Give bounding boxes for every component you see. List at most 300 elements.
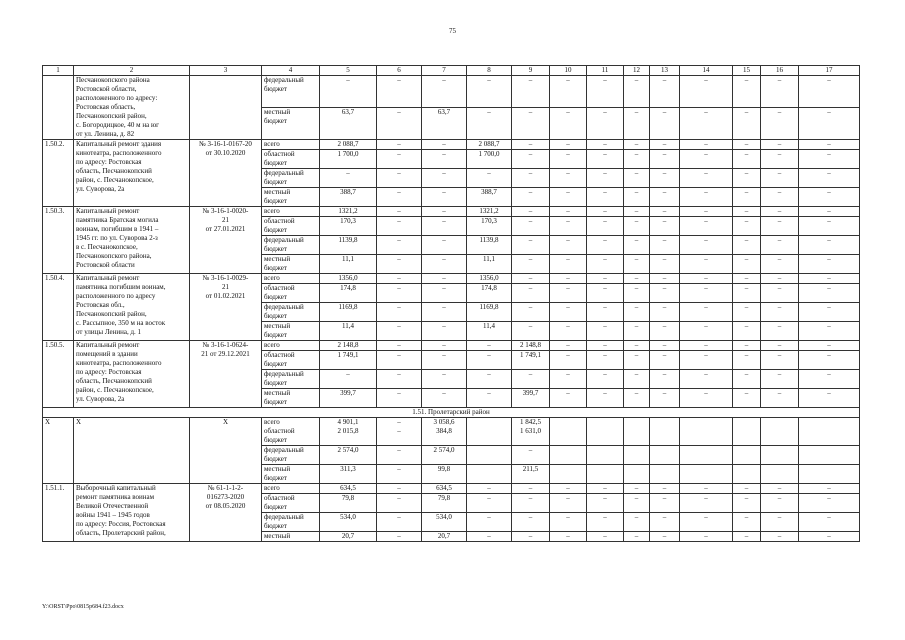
budget-type: федеральный бюджет [262,169,320,188]
value-col14: – [680,284,733,303]
value-col11: – [587,255,624,274]
value-col7: 2 574,0 [422,446,467,465]
value-col11: – [587,341,624,351]
value-col12 [624,418,650,446]
value-col15: – [733,351,761,370]
value-col8: – [467,494,512,513]
item-number [43,76,74,140]
budget-type: местный бюджет [262,188,320,207]
document-ref: № 3-16-1-0020- 21 от 27.01.2021 [190,207,262,274]
section-title: 1.51. Пролетарский район [43,408,860,418]
value-col13: – [650,284,680,303]
page-number: 75 [449,27,456,35]
value-col17: – [799,76,860,108]
value-col14: – [680,150,733,169]
value-col16 [761,446,799,465]
value-col10: – [550,255,587,274]
value-col6: – [377,140,422,150]
value-col12 [624,465,650,484]
value-col6: – [377,370,422,389]
value-col13: – [650,274,680,284]
budget-type: местный бюджет [262,108,320,140]
value-col8: – [467,76,512,108]
item-number: 1.50.5. [43,341,74,408]
value-col9: – [512,140,550,150]
value-col10 [550,465,587,484]
document-ref: № 3-16-1-0029- 21 от 01.02.2021 [190,274,262,341]
value-col14: – [680,484,733,494]
value-col15: – [733,532,761,542]
value-col9: – [512,532,550,542]
column-number: 4 [262,66,320,76]
value-col9: 1 749,1 [512,351,550,370]
value-col5: 2 148,8 [320,341,377,351]
value-col10: – [550,274,587,284]
object-description: Капитальный ремонт памятника погибшим воинам, расположенного по адресу Ростовская обл., Песчанокопский район, с. Рассыпное, 350 м на восток от улицы Ленина, д. 1 [74,274,190,341]
value-col11: – [587,169,624,188]
value-col15: – [733,140,761,150]
value-col16: – [761,351,799,370]
value-col14: – [680,303,733,322]
value-col13: – [650,351,680,370]
value-col13: – [650,389,680,408]
value-col5: 1139,8 [320,236,377,255]
value-col17: – [799,322,860,341]
value-col16: – [761,303,799,322]
value-col16: – [761,370,799,389]
value-col11: – [587,484,624,494]
value-col17: – [799,150,860,169]
value-col13: – [650,322,680,341]
object-description: Выборочный капитальный ремонт памятника воинам Великой Отечественной войны 1941 – 1945 годов по адресу: Россия, Ростовская область, Пролетарский район, [74,484,190,542]
value-col15: – [733,284,761,303]
value-col15: – [733,108,761,140]
value-col9: – [512,284,550,303]
table-row [43,341,860,351]
value-col17: – [799,341,860,351]
value-col9: – [512,370,550,389]
value-col13: – [650,169,680,188]
value-col6: – [377,207,422,217]
value-col6: – [377,188,422,207]
value-col15 [733,465,761,484]
value-col5: 63,7 [320,108,377,140]
value-col7: – [422,236,467,255]
value-col6: – [377,484,422,494]
value-col16: – [761,513,799,532]
table-row [43,76,860,108]
document-ref: № 3-16-1-0167-20 от 30.10.2020 [190,140,262,207]
value-col7: – [422,341,467,351]
value-col8: 1356,0 [467,274,512,284]
value-col5: 170,3 [320,217,377,236]
value-col17: – [799,494,860,513]
column-number: 10 [550,66,587,76]
budget-type: местный бюджет [262,322,320,341]
budget-type: местный бюджет [262,255,320,274]
value-col13: – [650,513,680,532]
value-col17: – [799,513,860,532]
value-col9: 2 148,8 [512,341,550,351]
value-col14: – [680,169,733,188]
value-col16: – [761,322,799,341]
column-number: 2 [74,66,190,76]
value-col14: – [680,341,733,351]
budget-type: всего [262,207,320,217]
value-col6: – [377,108,422,140]
value-col11 [587,446,624,465]
value-col14 [680,465,733,484]
table-row [43,140,860,150]
value-col6: – [377,532,422,542]
value-col5: 11,1 [320,255,377,274]
value-col6: – [377,513,422,532]
value-col13: – [650,188,680,207]
value-col16: – [761,484,799,494]
value-col10: – [550,236,587,255]
table-row [43,207,860,217]
value-col8 [467,418,512,446]
value-col9: 399,7 [512,389,550,408]
value-col11 [587,418,624,446]
budget-type: местный бюджет [262,389,320,408]
budget-type: всего [262,484,320,494]
value-col16: – [761,188,799,207]
value-col8: – [467,169,512,188]
item-number: 1.50.2. [43,140,74,207]
value-col13: – [650,108,680,140]
section-row [43,408,860,418]
value-col8: – [467,532,512,542]
value-col11: – [587,532,624,542]
value-col13: – [650,484,680,494]
value-col16: – [761,217,799,236]
value-col13: – [650,532,680,542]
value-col5: 2 574,0 [320,446,377,465]
value-col13: – [650,255,680,274]
value-col12: – [624,370,650,389]
value-col15: – [733,76,761,108]
value-col12: – [624,140,650,150]
value-col17 [799,465,860,484]
document-ref: № 3-16-1-0624- 21 от 29.12.2021 [190,341,262,408]
table-row [43,484,860,494]
budget-type: областной бюджет [262,351,320,370]
budget-type: всего [262,274,320,284]
value-col9: – [512,274,550,284]
value-col7: – [422,140,467,150]
value-col9: – [512,236,550,255]
value-col8: – [467,513,512,532]
value-col12: – [624,108,650,140]
value-col8 [467,465,512,484]
value-col11: – [587,322,624,341]
value-col9: – [512,255,550,274]
value-col17: – [799,207,860,217]
value-col10: – [550,76,587,108]
value-col16: – [761,207,799,217]
value-col6: – [377,494,422,513]
value-col7: – [422,274,467,284]
value-col7: – [422,255,467,274]
file-path-footer: Y:\ORST\Ppo\0815p684.f23.docx [42,604,124,610]
value-col7: – [422,322,467,341]
document-ref: X [190,418,262,484]
value-col11: – [587,108,624,140]
value-col10: – [550,389,587,408]
value-col9: – [512,217,550,236]
value-col12: – [624,169,650,188]
value-col17: – [799,389,860,408]
object-description: Песчанокопского района Ростовской области, расположенного по адресу: Ростовская область, Песчанокопский район, с. Богородицкое, 40 м на юг от ул. Ленина, д. 82 [74,76,190,140]
value-col15: – [733,255,761,274]
value-col12: – [624,484,650,494]
value-col6: – [377,351,422,370]
value-col12: – [624,513,650,532]
value-col10: – [550,169,587,188]
value-col8: 1 700,0 [467,150,512,169]
value-col14 [680,418,733,446]
value-col12: – [624,532,650,542]
value-col7: – [422,370,467,389]
budget-type: федеральный бюджет [262,303,320,322]
value-col17: – [799,532,860,542]
value-col5: 388,7 [320,188,377,207]
value-col11: – [587,370,624,389]
value-col15 [733,418,761,446]
value-col15: – [733,236,761,255]
value-col12: – [624,150,650,169]
value-col13: – [650,303,680,322]
value-col15: – [733,274,761,284]
item-number: 1.50.4. [43,274,74,341]
budget-type: федеральный бюджет [262,513,320,532]
value-col5: 1356,0 [320,274,377,284]
value-col12: – [624,351,650,370]
value-col10: – [550,207,587,217]
value-col13: – [650,341,680,351]
column-number: 15 [733,66,761,76]
value-col7: – [422,76,467,108]
value-col10: – [550,513,587,532]
column-number: 1 [43,66,74,76]
value-col16: – [761,169,799,188]
value-col14: – [680,389,733,408]
value-col15: – [733,322,761,341]
value-col10: – [550,532,587,542]
value-col6: – [377,446,422,465]
value-col8: 2 088,7 [467,140,512,150]
value-col14: – [680,108,733,140]
value-col14: – [680,188,733,207]
value-col6: – [377,284,422,303]
value-col16: – [761,341,799,351]
value-col6: – [377,169,422,188]
value-col9: – [512,150,550,169]
budget-type: федеральный бюджет [262,76,320,108]
value-col8: – [467,484,512,494]
value-col12: – [624,389,650,408]
value-col12: – [624,255,650,274]
value-col13: – [650,494,680,513]
value-col8: 1321,2 [467,207,512,217]
value-col12: – [624,76,650,108]
value-col9: – [512,303,550,322]
value-col13: – [650,217,680,236]
value-col5: 4 901,1 2 015,8 [320,418,377,446]
object-description: Капитальный ремонт памятника Братская могила воинам, погибшим в 1941 – 1945 гг. по ул. Суворова 2-з в с. Песчанокопское, Песчанокопского района, Ростовской области [74,207,190,274]
value-col14: – [680,513,733,532]
value-col13 [650,418,680,446]
value-col7: 634,5 [422,484,467,494]
value-col11: – [587,217,624,236]
value-col12: – [624,188,650,207]
value-col9: – [512,169,550,188]
value-col9: 1 842,5 1 631,0 [512,418,550,446]
value-col5: – [320,370,377,389]
value-col15: – [733,370,761,389]
value-col10: – [550,140,587,150]
value-col12: – [624,322,650,341]
value-col7: 63,7 [422,108,467,140]
item-number: X [43,418,74,484]
value-col7: 3 058,6 384,8 [422,418,467,446]
value-col11: – [587,284,624,303]
value-col15 [733,446,761,465]
value-col5: 1169,8 [320,303,377,322]
value-col17: – [799,284,860,303]
value-col7: 99,8 [422,465,467,484]
object-description: X [74,418,190,484]
value-col6: – [377,76,422,108]
value-col17: – [799,484,860,494]
value-col9: 211,5 [512,465,550,484]
value-col11: – [587,303,624,322]
value-col11: – [587,76,624,108]
value-col16: – [761,532,799,542]
value-col5: 1 700,0 [320,150,377,169]
column-number: 11 [587,66,624,76]
value-col15: – [733,188,761,207]
value-col15: – [733,169,761,188]
value-col11: – [587,389,624,408]
value-col10: – [550,484,587,494]
value-col7: – [422,150,467,169]
value-col13: – [650,236,680,255]
value-col5: 1 749,1 [320,351,377,370]
value-col17: – [799,140,860,150]
value-col11: – [587,150,624,169]
value-col7: – [422,351,467,370]
value-col9: – [512,207,550,217]
value-col7: – [422,284,467,303]
value-col10: – [550,303,587,322]
value-col6: – [377,255,422,274]
value-col12: – [624,274,650,284]
value-col13: – [650,150,680,169]
value-col15: – [733,494,761,513]
column-number: 16 [761,66,799,76]
value-col14 [680,446,733,465]
item-number: 1.50.3. [43,207,74,274]
value-col6: – [377,217,422,236]
value-col14: – [680,370,733,389]
value-col15: – [733,484,761,494]
value-col5: 20,7 [320,532,377,542]
value-col14: – [680,532,733,542]
budget-type: всего [262,341,320,351]
value-col6: – [377,341,422,351]
value-col14: – [680,140,733,150]
budget-type: федеральный бюджет [262,446,320,465]
value-col5: – [320,169,377,188]
value-col17 [799,418,860,446]
value-col7: – [422,303,467,322]
value-col11: – [587,207,624,217]
value-col17: – [799,217,860,236]
value-col7: – [422,207,467,217]
value-col16: – [761,76,799,108]
value-col14: – [680,494,733,513]
value-col5: 174,8 [320,284,377,303]
value-col16: – [761,389,799,408]
value-col16: – [761,494,799,513]
budget-type: областной бюджет [262,150,320,169]
value-col7: – [422,169,467,188]
value-col9: – [512,188,550,207]
value-col5: 2 088,7 [320,140,377,150]
value-col14: – [680,217,733,236]
value-col9: – [512,484,550,494]
value-col7: – [422,188,467,207]
budget-type: местный [262,532,320,542]
value-col11 [587,465,624,484]
value-col10: – [550,351,587,370]
document-ref: № 61-1-1-2- 016273-2020 от 08.05.2020 [190,484,262,542]
value-col11: – [587,188,624,207]
value-col17: – [799,303,860,322]
column-number: 3 [190,66,262,76]
value-col12: – [624,284,650,303]
budget-type: всего областной бюджет [262,418,320,446]
value-col15: – [733,513,761,532]
value-col13: – [650,140,680,150]
value-col17: – [799,255,860,274]
value-col10: – [550,188,587,207]
value-col14: – [680,255,733,274]
column-number: 7 [422,66,467,76]
value-col10: – [550,108,587,140]
value-col5: 11,4 [320,322,377,341]
budget-type: областной бюджет [262,494,320,513]
value-col12: – [624,341,650,351]
budget-type: федеральный бюджет [262,370,320,389]
value-col5: 399,7 [320,389,377,408]
value-col13: – [650,370,680,389]
value-col13 [650,446,680,465]
value-col16: – [761,255,799,274]
value-col17: – [799,108,860,140]
value-col5: 634,5 [320,484,377,494]
value-col16: – [761,108,799,140]
value-col7: – [422,217,467,236]
value-col15: – [733,303,761,322]
value-col14: – [680,274,733,284]
value-col6: – [377,389,422,408]
value-col5: 311,3 [320,465,377,484]
value-col17: – [799,169,860,188]
value-col15: – [733,341,761,351]
